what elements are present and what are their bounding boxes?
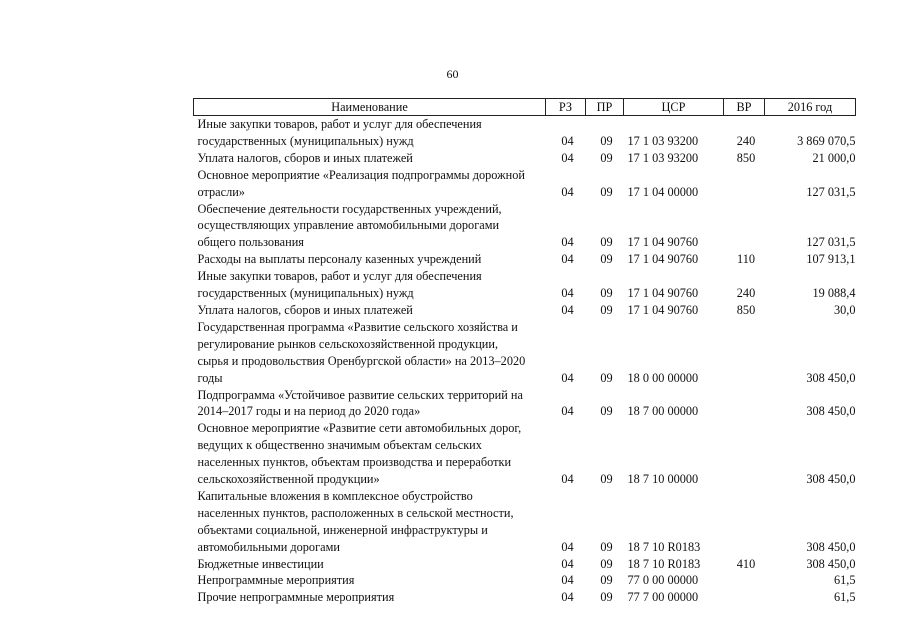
row-amount: 21 000,0	[812, 150, 856, 165]
row-name	[194, 201, 546, 252]
row-rz: 04	[561, 252, 574, 267]
row-pr: 09	[600, 184, 613, 199]
row-amount: 30,0	[833, 302, 856, 317]
row-pr: 09	[600, 472, 613, 487]
row-amount: 107 913,1	[806, 252, 856, 267]
row-name-line: ведущих к общественно значимым объектам сельских	[197, 438, 482, 453]
row-vr: 850	[736, 302, 756, 317]
row-vr	[724, 589, 765, 606]
table-row	[194, 420, 856, 488]
row-name-line: Иные закупки товаров, работ и услуг для обеспечения	[197, 117, 482, 131]
row-name-line: населенных пунктов, расположенных в сельской местности,	[197, 505, 514, 520]
row-name	[194, 420, 546, 488]
row-csr: 18 7 10 R0183	[627, 539, 701, 554]
row-name	[194, 150, 546, 167]
row-rz: 04	[561, 590, 574, 605]
row-rz: 04	[561, 235, 574, 250]
row-pr: 09	[600, 302, 613, 317]
row-csr: 18 7 10 00000	[627, 472, 699, 487]
row-name	[194, 251, 546, 268]
table-body	[194, 116, 856, 607]
row-name	[194, 302, 546, 319]
row-name	[194, 167, 546, 201]
row-name-line: Бюджетные инвестиции	[197, 556, 324, 571]
row-name-line: Основное мероприятие «Развитие сети автомобильных дорог,	[197, 421, 522, 436]
row-rz: 04	[561, 184, 574, 199]
table-row	[194, 387, 856, 421]
row-name-line: Расходы на выплаты персоналу казенных учреждений	[197, 252, 482, 267]
row-pr: 09	[600, 286, 613, 301]
row-amount: 308 450,0	[806, 556, 856, 571]
row-rz: 04	[561, 404, 574, 419]
row-pr: 09	[600, 252, 613, 267]
row-rz: 04	[561, 150, 574, 165]
row-rz: 04	[561, 302, 574, 317]
table-row	[194, 556, 856, 573]
row-name-line: Иные закупки товаров, работ и услуг для обеспечения	[197, 269, 482, 284]
table-row	[194, 589, 856, 606]
budget-table	[193, 98, 856, 606]
row-name-line: общего пользования	[197, 235, 304, 250]
row-name	[194, 268, 546, 302]
row-rz: 04	[561, 286, 574, 301]
table-row	[194, 167, 856, 201]
row-name-line: автомобильными дорогами	[197, 539, 340, 554]
row-vr: 240	[736, 133, 756, 148]
header-year: 2016 год	[765, 99, 856, 116]
row-name	[194, 556, 546, 573]
row-rz: 04	[561, 573, 574, 588]
row-amount: 19 088,4	[812, 286, 856, 301]
row-name-line: государственных (муниципальных) нужд	[197, 286, 414, 301]
row-name	[194, 319, 546, 387]
row-name	[194, 116, 546, 150]
row-name	[194, 387, 546, 421]
row-amount: 61,5	[833, 590, 856, 605]
row-csr: 17 1 03 93200	[627, 133, 699, 148]
row-pr: 09	[600, 235, 613, 250]
row-rz: 04	[561, 472, 574, 487]
row-pr: 09	[600, 539, 613, 554]
table-row	[194, 302, 856, 319]
row-name-line: Основное мероприятие «Реализация подпрограммы дорожной	[197, 167, 525, 182]
row-vr	[724, 319, 765, 387]
row-name-line: осуществляющих управление автомобильными дорогами	[197, 218, 500, 233]
header-name: Наименование	[194, 99, 546, 116]
row-csr: 18 7 00 00000	[627, 404, 699, 419]
header-csr: ЦСР	[624, 99, 724, 116]
row-name-line: Подпрограмма «Устойчивое развитие сельских территорий на	[197, 387, 523, 402]
row-pr: 09	[600, 573, 613, 588]
row-amount: 3 869 070,5	[797, 133, 856, 148]
row-csr: 17 1 04 90760	[627, 302, 699, 317]
row-name-line: Уплата налогов, сборов и иных платежей	[197, 150, 413, 165]
row-name-line: Государственная программа «Развитие сельского хозяйства и	[197, 319, 518, 334]
row-csr: 17 1 04 90760	[627, 286, 699, 301]
table-row	[194, 319, 856, 387]
row-rz: 04	[561, 133, 574, 148]
row-name-line: населенных пунктов, объектам производства и переработки	[197, 455, 512, 470]
row-amount: 61,5	[833, 573, 856, 588]
row-vr	[724, 420, 765, 488]
row-csr: 17 1 04 90760	[627, 252, 699, 267]
row-rz: 04	[561, 556, 574, 571]
row-csr: 17 1 04 00000	[627, 184, 699, 199]
row-csr: 18 0 00 00000	[627, 370, 699, 385]
row-amount: 127 031,5	[806, 184, 856, 199]
row-vr	[724, 572, 765, 589]
row-vr: 240	[736, 286, 756, 301]
row-name-line: государственных (муниципальных) нужд	[197, 133, 414, 148]
row-vr	[724, 167, 765, 201]
table-row	[194, 150, 856, 167]
header-row	[194, 99, 856, 116]
row-name-line: Обеспечение деятельности государственных учреждений,	[197, 201, 502, 216]
table-row	[194, 572, 856, 589]
row-name	[194, 488, 546, 556]
row-name-line: отрасли»	[197, 184, 245, 199]
row-name-line: Прочие непрограммные мероприятия	[197, 590, 395, 605]
row-name-line: регулирование рынков сельскохозяйственной продукции,	[197, 336, 499, 351]
row-name-line: Уплата налогов, сборов и иных платежей	[197, 302, 413, 317]
header-rz: РЗ	[546, 99, 586, 116]
row-amount: 308 450,0	[806, 404, 856, 419]
row-pr: 09	[600, 370, 613, 385]
table-row	[194, 116, 856, 150]
row-vr: 110	[737, 252, 755, 267]
row-csr: 18 7 10 R0183	[627, 556, 701, 571]
row-rz: 04	[561, 539, 574, 554]
row-pr: 09	[600, 404, 613, 419]
row-amount: 127 031,5	[806, 235, 856, 250]
row-csr: 77 7 00 00000	[627, 590, 699, 605]
row-name	[194, 589, 546, 606]
table-row	[194, 201, 856, 252]
table-row	[194, 251, 856, 268]
row-rz: 04	[561, 370, 574, 385]
row-pr: 09	[600, 133, 613, 148]
row-pr: 09	[600, 590, 613, 605]
row-vr	[724, 488, 765, 556]
row-name-line: Непрограммные мероприятия	[197, 573, 355, 588]
row-vr	[724, 201, 765, 252]
row-amount: 308 450,0	[806, 539, 856, 554]
row-csr: 77 0 00 00000	[627, 573, 699, 588]
row-name-line: Капитальные вложения в комплексное обустройство	[197, 488, 473, 503]
row-name-line: сельскохозяйственной продукции»	[197, 472, 380, 487]
row-name-line: 2014–2017 годы и на период до 2020 года»	[197, 404, 421, 419]
row-pr: 09	[600, 556, 613, 571]
row-pr: 09	[600, 150, 613, 165]
row-csr: 17 1 03 93200	[627, 150, 699, 165]
row-amount: 308 450,0	[806, 370, 856, 385]
row-vr: 850	[736, 150, 756, 165]
row-vr: 410	[736, 556, 756, 571]
row-amount: 308 450,0	[806, 472, 856, 487]
row-csr: 17 1 04 90760	[627, 235, 699, 250]
table-row	[194, 268, 856, 302]
row-name-line: годы	[197, 370, 223, 385]
row-name-line: объектами социальной, инженерной инфраструктуры и	[197, 522, 488, 537]
page-number: 60	[446, 67, 459, 81]
header-pr: ПР	[586, 99, 624, 116]
table-row	[194, 488, 856, 556]
row-name-line: сырья и продовольствия Оренбургской области» на 2013–2020	[197, 353, 526, 368]
row-vr	[724, 387, 765, 421]
row-name	[194, 572, 546, 589]
header-vr: ВР	[724, 99, 765, 116]
